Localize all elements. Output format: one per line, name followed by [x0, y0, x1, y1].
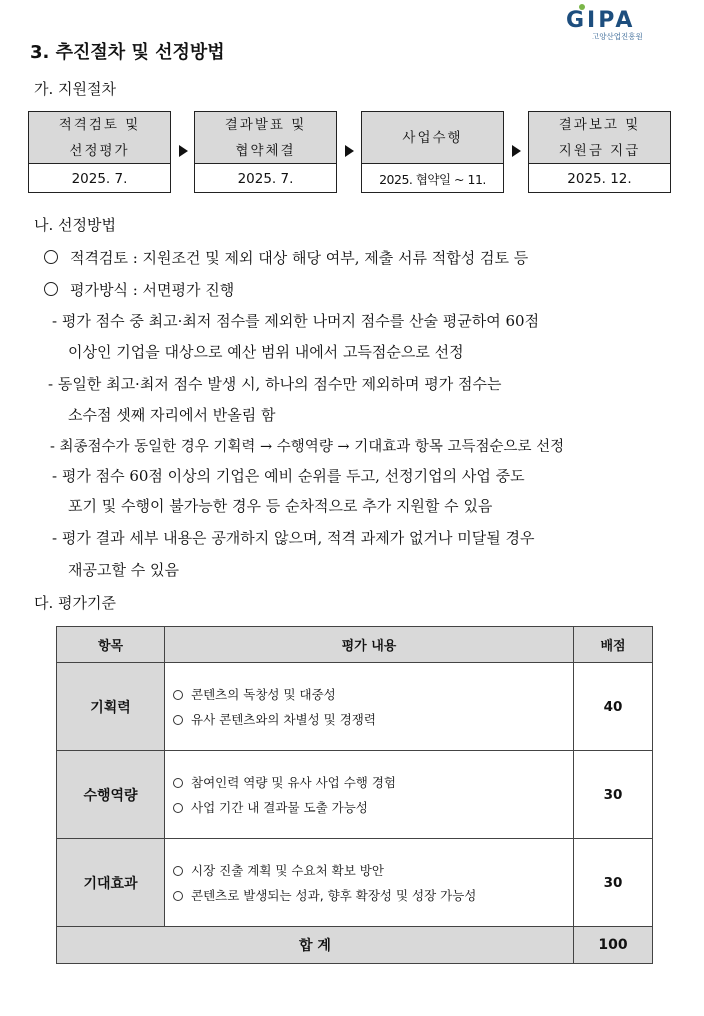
header-score: 배점: [574, 627, 653, 663]
method-dash-1-line-1: - 평가 점수 중 최고·최저 점수를 제외한 나머지 점수를 산술 평균하여 60점: [52, 312, 540, 330]
method-dash-4-line-2: 포기 및 수행이 불가능한 경우 등 순차적으로 추가 지원할 수 있음: [68, 497, 493, 515]
circle-bullet-icon: [44, 250, 58, 264]
category-capability: 수행역량: [57, 751, 165, 839]
table-row: [57, 751, 653, 839]
procedure-step-4: [528, 111, 671, 193]
section-title: 3. 추진절차 및 선정방법: [30, 42, 225, 63]
method-dash-5-line-1: - 평가 결과 세부 내용은 공개하지 않으며, 적격 과제가 없거나 미달될 경우: [52, 529, 535, 547]
method-dash-5-line-2: 재공고할 수 있음: [68, 561, 179, 579]
criteria-header-row: [57, 627, 653, 663]
criteria-item: 콘텐츠로 발생되는 성과, 향후 확장성 및 성장 가능성: [191, 887, 477, 903]
method-dash-2-line-2: 소수점 셋째 자리에서 반올림 함: [68, 406, 276, 424]
arrow-right-icon: [345, 145, 354, 157]
circle-bullet-icon: [44, 282, 58, 296]
arrow-right-icon: [179, 145, 188, 157]
method-circle-1-text: 적격검토 : 지원조건 및 제외 대상 해당 여부, 제출 서류 적합성 검토 등: [70, 249, 529, 267]
table-row: [57, 839, 653, 927]
logo-subtitle: 고양산업진흥원: [592, 32, 643, 41]
total-row: [57, 927, 653, 964]
method-dash-4-line-1: - 평가 점수 60점 이상의 기업은 예비 순위를 두고, 선정기업의 사업 중도: [52, 467, 525, 485]
procedure-step-3: [361, 111, 504, 193]
procedure-step-1: [28, 111, 171, 193]
step-3-line1: 사업수행: [402, 129, 463, 146]
total-score: 100: [574, 927, 653, 964]
criteria-item: 콘텐츠의 독창성 및 대중성: [191, 686, 336, 702]
step-2-date: 2025. 7.: [237, 170, 294, 187]
criteria-desc: [165, 751, 574, 839]
header-content: 평가 내용: [165, 627, 574, 663]
criteria-item: 참여인력 역량 및 유사 사업 수행 경험: [191, 774, 396, 790]
score-expected-effect: 30: [574, 839, 653, 927]
step-3-date: 2025. 협약일 ~ 11.: [379, 171, 486, 187]
method-circle-1: [44, 247, 528, 268]
criteria-item: 시장 진출 계획 및 수요처 확보 방안: [191, 862, 384, 878]
step-1-date: 2025. 7.: [71, 170, 128, 187]
circle-bullet-icon: [173, 866, 183, 876]
criteria-item: 사업 기간 내 결과물 도출 가능성: [191, 799, 368, 815]
criteria-item: 유사 콘텐츠와의 차별성 및 경쟁력: [191, 711, 376, 727]
criteria-desc: [165, 839, 574, 927]
circle-bullet-icon: [173, 690, 183, 700]
gipa-logo: [566, 8, 670, 42]
score-capability: 30: [574, 751, 653, 839]
criteria-table: [56, 626, 653, 964]
method-dash-3: - 최종점수가 동일한 경우 기획력 → 수행역량 → 기대효과 항목 고득점순으로 선정: [50, 439, 565, 455]
method-dash-1-line-2: 이상인 기업을 대상으로 예산 범위 내에서 고득점순으로 선정: [68, 343, 464, 361]
score-planning: 40: [574, 663, 653, 751]
category-planning: 기획력: [57, 663, 165, 751]
step-4-line1: 결과보고 및: [558, 116, 641, 133]
subsection-procedure: 가. 지원절차: [34, 80, 116, 98]
circle-bullet-icon: [173, 803, 183, 813]
method-dash-2-line-1: - 동일한 최고·최저 점수 발생 시, 하나의 점수만 제외하며 평가 점수는: [48, 375, 502, 393]
step-2-line2: 협약체결: [235, 142, 296, 159]
step-2-line1: 결과발표 및: [224, 116, 307, 133]
circle-bullet-icon: [173, 715, 183, 725]
circle-bullet-icon: [173, 778, 183, 788]
subsection-criteria: 다. 평가기준: [34, 594, 116, 612]
method-circle-2-text: 평가방식 : 서면평가 진행: [70, 281, 235, 299]
step-4-date: 2025. 12.: [567, 170, 632, 187]
arrow-right-icon: [512, 145, 521, 157]
criteria-desc: [165, 663, 574, 751]
step-1-line2: 선정평가: [69, 142, 130, 159]
total-label: 합 계: [57, 927, 574, 964]
logo-mark: GIPA: [566, 8, 636, 33]
category-expected-effect: 기대효과: [57, 839, 165, 927]
table-row: [57, 663, 653, 751]
procedure-step-2: [194, 111, 337, 193]
step-4-line2: 지원금 지급: [558, 142, 641, 159]
method-circle-2: [44, 279, 234, 300]
step-1-line1: 적격검토 및: [58, 116, 141, 133]
subsection-selection: 나. 선정방법: [34, 216, 116, 234]
header-item: 항목: [57, 627, 165, 663]
circle-bullet-icon: [173, 891, 183, 901]
